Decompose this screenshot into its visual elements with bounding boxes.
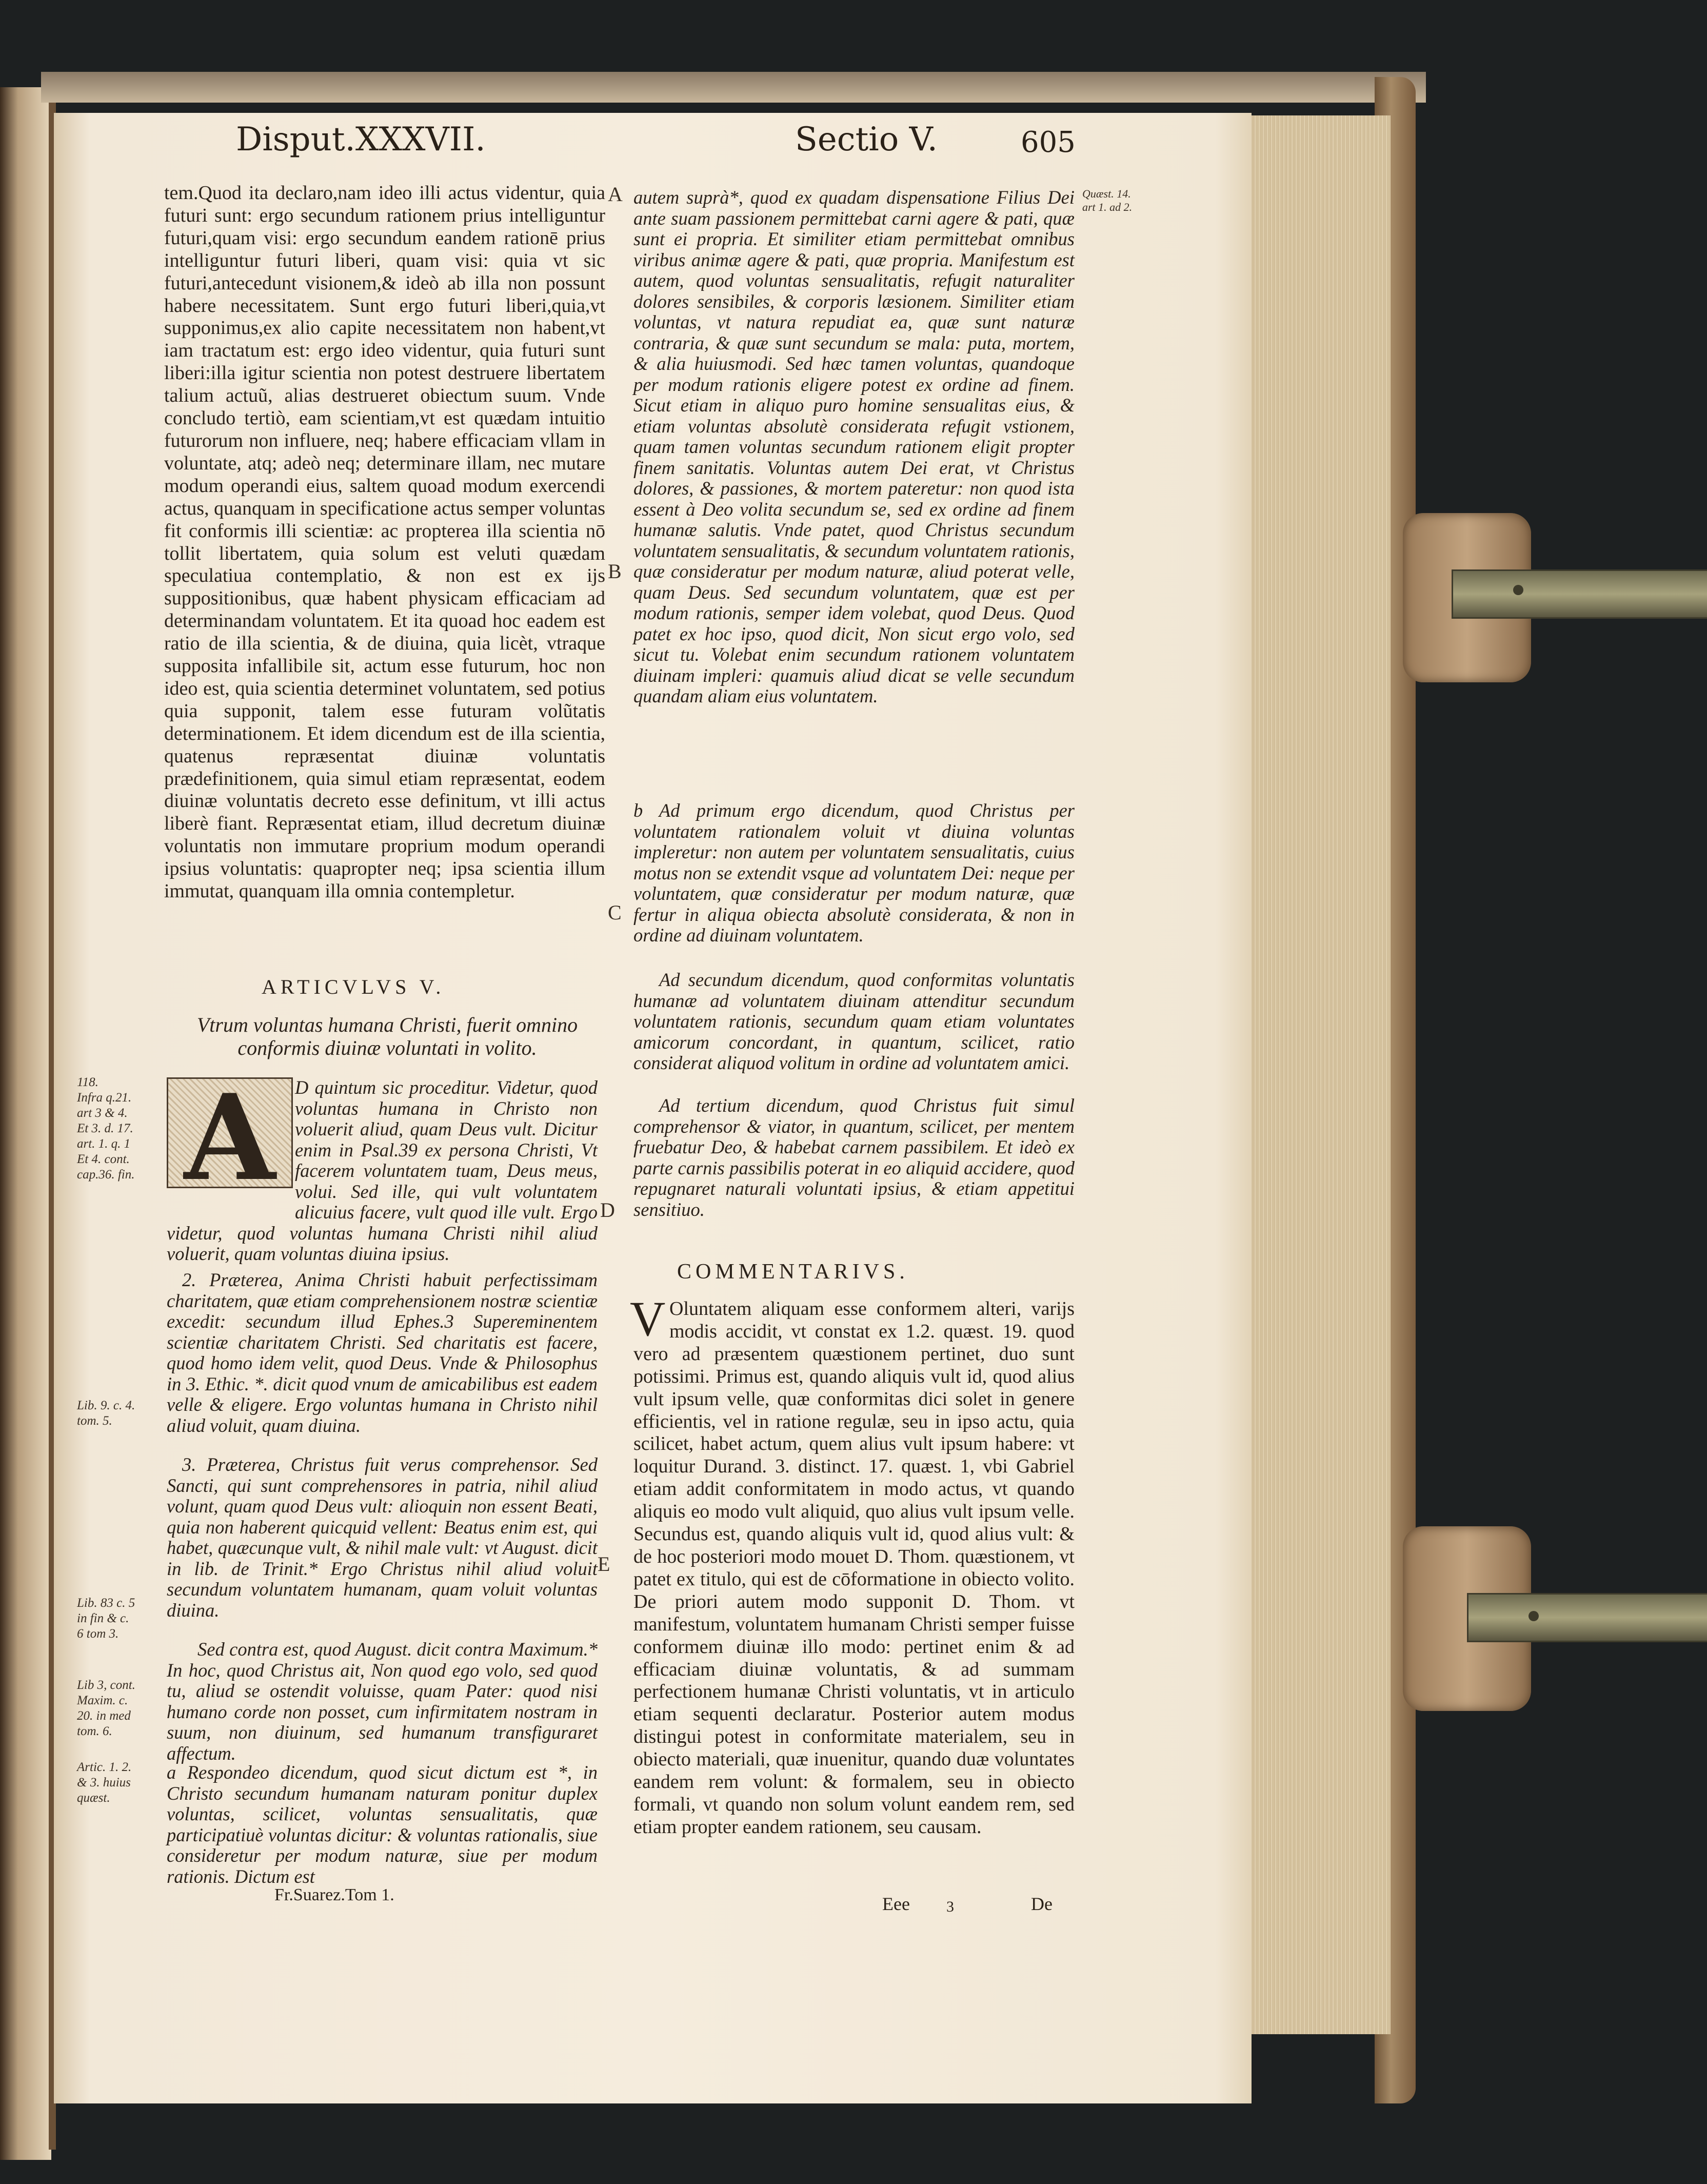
article-objection-2 [167, 1270, 598, 1436]
paragraph: Sed contra est, quod August. dicit contra Maximum.* In hoc, quod Christus ait, Non quod ego volo, sed quod tu, aliud se ostendit voluisse, quam Pater: quod nisi humano corde non posset, cum infirmitatem nostram in suum, non diuinum, sed humanum transfiguraret affectum. [167, 1639, 598, 1764]
section-letter-c: C [608, 901, 622, 924]
reply-1 [633, 800, 1075, 946]
sed-contra [167, 1639, 598, 1764]
paragraph: a Respondeo dicendum, quod sicut dictum est *, in Christo secundum humanam naturam ponitur duplex voluntas, scilicet, voluntas sensualitatis, quæ participatiuè voluntas dicitur: & voluntas rationalis, siue consideretur per modum naturæ, siue per modum rationis. Dictum est [167, 1762, 598, 1887]
lower-rivet [1529, 1611, 1539, 1621]
article-heading: ARTICVLVS V. [262, 975, 445, 998]
commentary-heading: COMMENTARIVS. [677, 1260, 909, 1284]
margin-note-1: 118. Infra q.21. art 3 & 4. Et 3. d. 17. art. 1. q. 1 Et 4. cont. cap.36. fin. [77, 1075, 135, 1182]
paragraph [633, 1298, 1075, 1839]
section-letter-a: A [608, 183, 623, 206]
question-text: Vtrum voluntas humana Christi, fuerit omnino conformis diuinæ voluntati in volito. [196, 1013, 578, 1059]
objection-1-text: D quintum sic proceditur. Videtur, quod voluntas humana in Christo non voluerit aliud, quam Deus vult. Dicitur enim in Psal.39 ex persona Christi, Vt facerem voluntatem tuam, Deus meus, volui. Sed ille, qui vult voluntatem alicuius facere, vult quod ille vult. Ergo videtur, quod voluntas humana Christi nihil aliud voluerit, quam voluntas diuina ipsius. [167, 1077, 598, 1264]
upper-rivet [1513, 585, 1523, 595]
paragraph: b Ad primum ergo dicendum, quod Christus per voluntatem rationalem voluit vt diuina voluntas impleretur: non autem per voluntatem sensualitatis, cuius motus non se extendit vsque ad voluntatem Dei: neque per voluntatem, quæ consideratur per modum naturæ, quæ fertur in aliqua obiecta absolutè considerata, & non in ordine ad diuinam voluntatem. [633, 800, 1075, 946]
commentary-initial: V [630, 1291, 666, 1346]
left-column-top-text [164, 182, 605, 903]
book-cover-top [41, 72, 1426, 103]
right-column-respondeo [633, 187, 1075, 707]
reply-2 [633, 970, 1075, 1074]
paragraph: 3. Præterea, Christus fuit verus comprehensor. Sed Sancti, qui sunt comprehensores in patria, nihil aliud volunt, quam quod Deus vult: alioquin non essent Beati, quia non haberent quicquid vellent: Beatus enim est, qui habet, quæcunque vult, & nihil male vult: vt August. dicit in lib. de Trinit.* Ergo Christus nihil aliud voluit secundum voluntatem humanam, quam voluit voluntas diuina. [167, 1454, 598, 1621]
paragraph [167, 1077, 598, 1265]
running-head-left: Disput.XXXVII. [236, 121, 486, 159]
running-head-center: Sectio V. [795, 121, 938, 159]
paragraph: tem.Quod ita declaro,nam ideo illi actus videntur, quia futuri sunt: ergo secundum rationem prius intelliguntur futuri,quam visi: ergo secundum eandem rationē prius intelliguntur futuri liberi, quam visi: quia vt sic futuri,antecedunt visionem,& ideò ab illa non possunt habere necessitatem. Sunt ergo futuri liberi,quia,vt supponimus,ex alio capite necessitatem non habent,vt iam tractatum est: ergo ideo videntur, quia futuri sunt liberi:illa igitur scientia non potest destruere libertatem talium actuũ, alias destrueret obiectum suum. Vnde concludo tertiò, eam scientiam,vt est quædam intuitio futurorum non influere, neq; habere efficaciam vllam in voluntate, atq; adeò neq; determinare illam, nec mutare modum operandi eius, saltem quoad modum exercendi actus, quanquam in specificatione actus semper voluntas fit conformis illi scientiæ: ac propterea illa scientia nō tollit libertatem, quia solum est veluti quædam speculatiua contemplatio, & non est ex ijs suppositionibus, quæ habent physicam efficaciam ad determinandam voluntatem. Et ita quoad hoc eadem est ratio de illa scientia, & de diuina, quia licèt, vtraque supposita infallibile sit, actum esse futurum, hoc non ideo est, quia scientia determinet voluntatem, sed potius quia supponit, talem esse futuram volũtatis determinationem. Et idem dicendum est de illa scientia, quatenus repræsentat diuinæ voluntatis prædefinitionem, quia simul etiam repræsentat, eodem diuinæ voluntatis decreto esse definitum, vt illi actus liberè fiant. Repræsentat etiam, illud decretum diuinæ voluntatis non immutare proprium modum operandi ipsius voluntatis: quapropter neq; ipsa scientia illum immutat, quanquam illa omnia contempletur. [164, 182, 606, 902]
initial-spacer [633, 1298, 669, 1339]
upper-clasp-strap [1452, 569, 1707, 619]
margin-note-right: Quæst. 14. art 1. ad 2. [1082, 187, 1133, 213]
footer-signature-line: Fr.Suarez.Tom 1. [274, 1885, 394, 1904]
paragraph: autem suprà*, quod ex quadam dispensatione Filius Dei ante suam passionem permittebat carni agere & pati, quæ sunt ei propria. Et similiter etiam permittebat omnibus viribus animæ agere & pati, quæ propria. Manifestum est autem, quod voluntas sensualitatis, refugit naturaliter dolores sensibiles, & corporis læsionem. Similiter etiam voluntas, vt natura repudiat ea, quæ sunt naturæ contraria, & quæ sunt secundum se mala: puta, mortem, & alia huiusmodi. Sed hæc tamen voluntas, quandoque per modum rationis eligere potest ex ordine ad finem. Sicut etiam in aliquo puro homine sensualitas eius, & etiam voluntas absolutè considerata refugit vstionem, quam tamen voluntas secundum rationem eligit propter finem sanitatis. Voluntas autem Dei erat, vt Christus dolores, & passiones, & mortem pateretur: non quod ista essent à Deo volita secundum se, sed ex ordine ad finem humanæ salutis. Vnde patet, quod Christus secundum voluntatem sensualitatis, & secundum voluntatem rationis, quæ consideratur per modum naturæ, aliud poterat velle, quam Deus. Sed secundum voluntatem, quæ est per modum rationis, semper idem volebat, quod Deus. Quod patet ex hoc ipso, quod dicit, Non sicut ergo volo, sed sicut tu. Volebat enim secundum rationem voluntatem diuinam impleri: quamuis aliud dicat se velle secundum quandam aliam eius voluntatem. [633, 187, 1075, 706]
section-letter-d: D [600, 1198, 615, 1222]
signature-number: 3 [946, 1898, 954, 1915]
commentary-text: Oluntatem aliquam esse conformem alteri, varijs modis accidit, vt constat ex 1.2. quæst. 19. quod vero ad præsentem quæstionem pertinet, duo sunt potissimi. Primus est, quando aliquis vult id, quod alius vult ipsum velle, quæ conformitas dici solet in genere efficientis, vel in ratione regulæ, seu in ipso actu, quia scilicet, habet actum, quem alius vult ipsum habere: vt loquitur Durand. 3. distinct. 17. quæst. 1, vbi Gabriel etiam addit conformitatem in modo actus, vt quando aliquis eo modo vult aliquid, quo alius vult ipsum velle. Secundus est, quando aliquis vult id, quod alius vult: & de hoc posteriori modo mouet D. Thom. quæstionem, vt patet ex titulo, qui est de cōformatione in obiecto volito. De priori autem modo supponit D. Thom. vt manifestum, voluntatem humanam Christi semper fuisse conformem diuinæ illo modo: pertinet enim & ad efficaciam diuinæ voluntatis, & ad summam perfectionem humanæ Christi voluntatis, vt in articulo etiam sequenti declaratur. Posterior autem modus distingui potest in conformitate materialem, seu in obiecto materiali, quæ inuenitur, quando duæ voluntates eandem rem volunt: & formalem, seu in obiecto formali, vt quando non solum volunt eandem rem, sed etiam propter eandem rationem, seu causam. [633, 1298, 1075, 1838]
page-number: 605 [1021, 126, 1076, 159]
paragraph: Ad tertium dicendum, quod Christus fuit simul comprehensor & viator, in quantum, scilicet, per mentem fruebatur Deo, & habebat carnem passibilem. Et ideò ex parte carnis passibilis poterat in eo aliquid accidere, quod repugnaret naturali voluntati ipsius, & etiam appetitui sensitiuo. [633, 1095, 1075, 1220]
drop-cap-letter: A [184, 1069, 276, 1207]
margin-note-2: Lib. 9. c. 4. tom. 5. [77, 1399, 135, 1428]
facing-page-edge [0, 87, 51, 2160]
respondeo [167, 1762, 598, 1887]
section-letter-e: E [598, 1552, 610, 1576]
page-edges [1241, 115, 1391, 2034]
section-letter-b: B [608, 560, 622, 583]
margin-note-5: Artic. 1. 2. & 3. huius quæst. [77, 1760, 132, 1805]
margin-note-4: Lib 3, cont. Maxim. c. 20. in med tom. 6. [77, 1678, 135, 1738]
lower-clasp-strap [1467, 1593, 1707, 1642]
paragraph: 2. Præterea, Anima Christi habuit perfectissimam charitatem, quæ etiam comprehensionem nostræ scientiæ excedit: secundum illud Ephes.3 Supereminentem scientiæ charitatem Christi. Sed charitatis est facere, quod homo idem velit, quod Deus. Vnde & Philosophus in 3. Ethic. *. dicit quod vnum de amicabilibus est eadem velle & eligere. Ergo voluntas humana in Christo nihil aliud voluit, quam diuina. [167, 1269, 598, 1436]
article-question [174, 1013, 600, 1059]
catchword: De [1031, 1894, 1053, 1914]
signature-mark: Eee [882, 1894, 910, 1914]
paragraph: Ad secundum dicendum, quod conformitas voluntatis humanæ ad voluntatem diuinam attenditur secundum voluntatem rationis, secundum quam etiam voluntates amicorum concordant, in quantum, scilicet, ratio considerat aliquod volitum in ordine ad voluntatem amici. [633, 969, 1075, 1073]
reply-3 [633, 1095, 1075, 1220]
commentary-body [633, 1298, 1075, 1839]
dropcap-spacer [167, 1077, 295, 1211]
article-objection-3 [167, 1454, 598, 1621]
margin-note-3: Lib. 83 c. 5 in fin & c. 6 tom 3. [77, 1596, 135, 1641]
article-objection-1 [167, 1077, 598, 1265]
